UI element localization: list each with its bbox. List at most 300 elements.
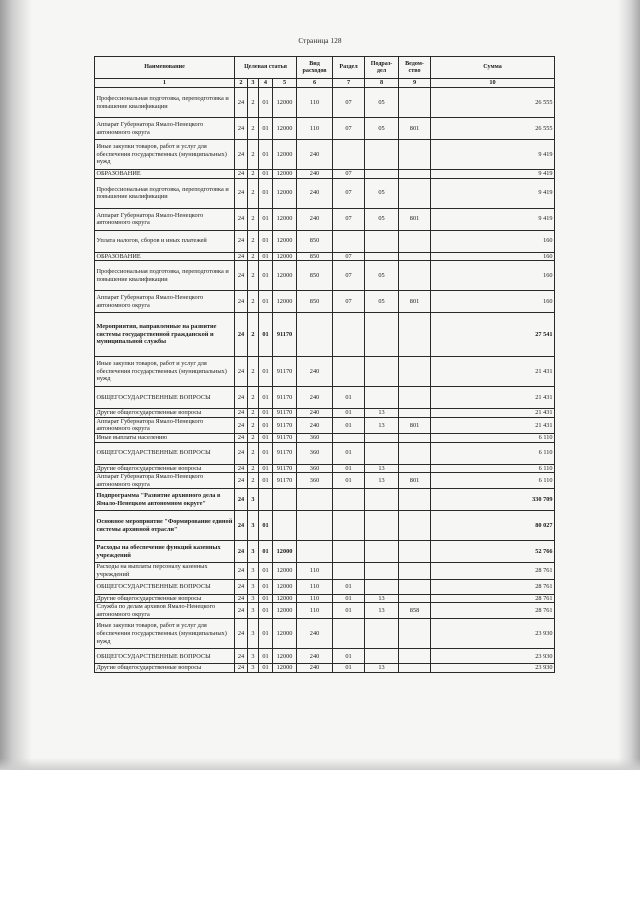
section-code xyxy=(333,313,365,357)
subsection-code: 05 xyxy=(365,118,399,140)
row-name: Профессиональная подготовка, переподготовка и повышение квалификации xyxy=(95,178,235,208)
target-code-subprogram: 3 xyxy=(248,664,259,673)
target-code-program: 24 xyxy=(235,88,248,118)
sum-value: 28 761 xyxy=(431,603,555,619)
target-code-activity: 01 xyxy=(259,541,273,563)
sum-value: 21 431 xyxy=(431,417,555,433)
expense-type-code: 360 xyxy=(297,464,333,473)
row-name: Служба по делам архивов Ямало-Ненецкого автономного округа xyxy=(95,603,235,619)
target-code-activity: 01 xyxy=(259,442,273,464)
department-code xyxy=(399,594,431,603)
subsection-code xyxy=(365,442,399,464)
target-code-subprogram: 2 xyxy=(248,433,259,442)
target-code-activity: 01 xyxy=(259,178,273,208)
target-code-subprogram: 3 xyxy=(248,649,259,664)
header-section: Раздел xyxy=(333,57,365,79)
column-number: 8 xyxy=(365,79,399,88)
expense-type-code: 240 xyxy=(297,387,333,409)
target-code-direction: 12000 xyxy=(273,118,297,140)
department-code xyxy=(399,442,431,464)
target-code-activity: 01 xyxy=(259,357,273,387)
target-code-subprogram: 2 xyxy=(248,88,259,118)
sum-value: 26 555 xyxy=(431,88,555,118)
table-row xyxy=(95,170,555,179)
subsection-code xyxy=(365,579,399,594)
target-code-subprogram: 2 xyxy=(248,409,259,418)
target-code-direction: 12000 xyxy=(273,261,297,291)
table-row xyxy=(95,489,555,511)
target-code-direction: 91170 xyxy=(273,464,297,473)
expense-type-code: 360 xyxy=(297,433,333,442)
sum-value: 23 930 xyxy=(431,664,555,673)
target-code-subprogram: 2 xyxy=(248,140,259,170)
section-code: 01 xyxy=(333,417,365,433)
target-code-activity xyxy=(259,489,273,511)
row-name: Основное мероприятие "Формирование единой системы архивной отрасли" xyxy=(95,511,235,541)
section-code: 07 xyxy=(333,291,365,313)
column-number: 5 xyxy=(273,79,297,88)
target-code-program: 24 xyxy=(235,649,248,664)
target-code-subprogram: 3 xyxy=(248,511,259,541)
target-code-subprogram: 3 xyxy=(248,579,259,594)
section-code xyxy=(333,140,365,170)
table-row xyxy=(95,230,555,252)
expense-type-code: 850 xyxy=(297,230,333,252)
table-row xyxy=(95,88,555,118)
target-code-program: 24 xyxy=(235,563,248,579)
table-row xyxy=(95,442,555,464)
target-code-direction: 12000 xyxy=(273,664,297,673)
sum-value: 9 419 xyxy=(431,178,555,208)
target-code-activity: 01 xyxy=(259,433,273,442)
header-expense-type: Вид расходов xyxy=(297,57,333,79)
expense-type-code: 240 xyxy=(297,170,333,179)
table-row xyxy=(95,619,555,649)
target-code-subprogram: 2 xyxy=(248,261,259,291)
row-name: Аппарат Губернатора Ямало-Ненецкого автономного округа xyxy=(95,208,235,230)
expense-type-code: 110 xyxy=(297,88,333,118)
row-name: Мероприятия, направленные на развитие системы государственной гражданской и муниципальной службы xyxy=(95,313,235,357)
target-code-activity: 01 xyxy=(259,313,273,357)
target-code-program: 24 xyxy=(235,118,248,140)
target-code-direction: 91170 xyxy=(273,357,297,387)
target-code-activity: 01 xyxy=(259,579,273,594)
expense-type-code xyxy=(297,541,333,563)
target-code-program: 24 xyxy=(235,230,248,252)
target-code-program: 24 xyxy=(235,489,248,511)
sum-value: 6 110 xyxy=(431,473,555,489)
table-body xyxy=(95,88,555,673)
department-code: 801 xyxy=(399,417,431,433)
table-row xyxy=(95,417,555,433)
section-code xyxy=(333,357,365,387)
section-code: 01 xyxy=(333,473,365,489)
target-code-direction: 91170 xyxy=(273,387,297,409)
subsection-code: 13 xyxy=(365,409,399,418)
subsection-code: 13 xyxy=(365,417,399,433)
target-code-direction: 12000 xyxy=(273,178,297,208)
row-name: ОБРАЗОВАНИЕ xyxy=(95,170,235,179)
header-sum: Сумма xyxy=(431,57,555,79)
target-code-program: 24 xyxy=(235,170,248,179)
target-code-subprogram: 2 xyxy=(248,291,259,313)
expense-type-code: 850 xyxy=(297,291,333,313)
target-code-program: 24 xyxy=(235,252,248,261)
section-code xyxy=(333,563,365,579)
expense-type-code: 240 xyxy=(297,664,333,673)
header-subsection: Подраз-дел xyxy=(365,57,399,79)
row-name: Другие общегосударственные вопросы xyxy=(95,664,235,673)
row-name: Расходы на обеспечение функций казенных учреждений xyxy=(95,541,235,563)
header-target-article: Целевая статья xyxy=(235,57,297,79)
table-row xyxy=(95,511,555,541)
department-code xyxy=(399,88,431,118)
target-code-direction: 12000 xyxy=(273,252,297,261)
department-code: 801 xyxy=(399,473,431,489)
table-row xyxy=(95,178,555,208)
target-code-subprogram: 3 xyxy=(248,603,259,619)
department-code: 801 xyxy=(399,208,431,230)
target-code-activity: 01 xyxy=(259,252,273,261)
sum-value: 26 555 xyxy=(431,118,555,140)
department-code xyxy=(399,178,431,208)
target-code-activity: 01 xyxy=(259,464,273,473)
subsection-code xyxy=(365,170,399,179)
expense-type-code xyxy=(297,489,333,511)
sum-value: 9 419 xyxy=(431,208,555,230)
row-name: ОБРАЗОВАНИЕ xyxy=(95,252,235,261)
section-code: 01 xyxy=(333,603,365,619)
target-code-subprogram: 3 xyxy=(248,541,259,563)
target-code-direction: 91170 xyxy=(273,433,297,442)
sum-value: 6 110 xyxy=(431,464,555,473)
row-name: ОБЩЕГОСУДАРСТВЕННЫЕ ВОПРОСЫ xyxy=(95,579,235,594)
expense-type-code: 240 xyxy=(297,649,333,664)
section-code: 01 xyxy=(333,409,365,418)
target-code-program: 24 xyxy=(235,619,248,649)
target-code-subprogram: 2 xyxy=(248,313,259,357)
expense-type-code: 360 xyxy=(297,442,333,464)
table-row xyxy=(95,541,555,563)
department-code xyxy=(399,664,431,673)
target-code-direction: 91170 xyxy=(273,409,297,418)
page-shadow-bottom xyxy=(0,758,640,770)
table-row xyxy=(95,387,555,409)
target-code-activity: 01 xyxy=(259,208,273,230)
expense-type-code: 110 xyxy=(297,563,333,579)
target-code-direction: 12000 xyxy=(273,603,297,619)
sum-value: 160 xyxy=(431,291,555,313)
table-header-row xyxy=(95,57,555,79)
department-code xyxy=(399,511,431,541)
table-row xyxy=(95,291,555,313)
row-name: Иные закупки товаров, работ и услуг для обеспечения государственных (муниципальных) нужд xyxy=(95,357,235,387)
target-code-direction: 12000 xyxy=(273,170,297,179)
target-code-program: 24 xyxy=(235,442,248,464)
table-row xyxy=(95,464,555,473)
row-name: Иные закупки товаров, работ и услуг для обеспечения государственных (муниципальных) нужд xyxy=(95,140,235,170)
row-name: Иные закупки товаров, работ и услуг для обеспечения государственных (муниципальных) нужд xyxy=(95,619,235,649)
target-code-activity: 01 xyxy=(259,649,273,664)
department-code xyxy=(399,170,431,179)
sum-value: 9 419 xyxy=(431,170,555,179)
target-code-subprogram: 2 xyxy=(248,464,259,473)
subsection-code xyxy=(365,313,399,357)
section-code: 01 xyxy=(333,579,365,594)
column-number: 1 xyxy=(95,79,235,88)
target-code-subprogram: 2 xyxy=(248,387,259,409)
section-code xyxy=(333,511,365,541)
section-code: 07 xyxy=(333,118,365,140)
section-code: 07 xyxy=(333,88,365,118)
subsection-code xyxy=(365,511,399,541)
section-code xyxy=(333,489,365,511)
row-name: Другие общегосударственные вопросы xyxy=(95,594,235,603)
target-code-activity: 01 xyxy=(259,88,273,118)
department-code xyxy=(399,541,431,563)
row-name: Профессиональная подготовка, переподготовка и повышение квалификации xyxy=(95,88,235,118)
target-code-activity: 01 xyxy=(259,417,273,433)
sum-value: 330 709 xyxy=(431,489,555,511)
expense-type-code: 850 xyxy=(297,261,333,291)
table-row xyxy=(95,664,555,673)
expense-type-code: 240 xyxy=(297,178,333,208)
page-shadow-right xyxy=(618,0,640,770)
target-code-direction: 91170 xyxy=(273,313,297,357)
subsection-code xyxy=(365,489,399,511)
budget-table xyxy=(94,56,555,673)
section-code: 01 xyxy=(333,464,365,473)
row-name: ОБЩЕГОСУДАРСТВЕННЫЕ ВОПРОСЫ xyxy=(95,387,235,409)
row-name: Аппарат Губернатора Ямало-Ненецкого автономного округа xyxy=(95,417,235,433)
target-code-activity: 01 xyxy=(259,261,273,291)
target-code-subprogram: 3 xyxy=(248,594,259,603)
target-code-program: 24 xyxy=(235,464,248,473)
target-code-activity: 01 xyxy=(259,387,273,409)
target-code-direction: 12000 xyxy=(273,563,297,579)
target-code-subprogram: 2 xyxy=(248,473,259,489)
row-name: Подпрограмма "Развитие архивного дела в Ямало-Ненецком автономном округе" xyxy=(95,489,235,511)
target-code-direction: 12000 xyxy=(273,230,297,252)
target-code-program: 24 xyxy=(235,594,248,603)
target-code-program: 24 xyxy=(235,313,248,357)
target-code-direction: 12000 xyxy=(273,619,297,649)
target-code-program: 24 xyxy=(235,261,248,291)
department-code xyxy=(399,579,431,594)
target-code-direction: 12000 xyxy=(273,291,297,313)
section-code: 01 xyxy=(333,649,365,664)
target-code-direction: 91170 xyxy=(273,473,297,489)
table-row xyxy=(95,409,555,418)
table-row xyxy=(95,261,555,291)
department-code xyxy=(399,261,431,291)
subsection-code: 13 xyxy=(365,594,399,603)
row-name: Другие общегосударственные вопросы xyxy=(95,464,235,473)
row-name: Расходы на выплаты персоналу казенных учреждений xyxy=(95,563,235,579)
target-code-program: 24 xyxy=(235,473,248,489)
target-code-program: 24 xyxy=(235,387,248,409)
section-code: 07 xyxy=(333,170,365,179)
target-code-direction: 12000 xyxy=(273,594,297,603)
column-number: 7 xyxy=(333,79,365,88)
section-code xyxy=(333,541,365,563)
row-name: Иные выплаты населению xyxy=(95,433,235,442)
target-code-subprogram: 3 xyxy=(248,619,259,649)
department-code xyxy=(399,252,431,261)
target-code-subprogram: 2 xyxy=(248,357,259,387)
section-code xyxy=(333,619,365,649)
department-code: 858 xyxy=(399,603,431,619)
target-code-activity: 01 xyxy=(259,118,273,140)
subsection-code: 13 xyxy=(365,473,399,489)
target-code-activity: 01 xyxy=(259,170,273,179)
expense-type-code: 850 xyxy=(297,252,333,261)
expense-type-code: 240 xyxy=(297,409,333,418)
target-code-activity: 01 xyxy=(259,409,273,418)
column-number: 6 xyxy=(297,79,333,88)
target-code-direction: 12000 xyxy=(273,208,297,230)
target-code-activity: 01 xyxy=(259,563,273,579)
expense-type-code: 240 xyxy=(297,357,333,387)
column-number: 10 xyxy=(431,79,555,88)
department-code xyxy=(399,313,431,357)
target-code-direction xyxy=(273,511,297,541)
sum-value: 52 766 xyxy=(431,541,555,563)
subsection-code xyxy=(365,357,399,387)
department-code: 801 xyxy=(399,291,431,313)
row-name: ОБЩЕГОСУДАРСТВЕННЫЕ ВОПРОСЫ xyxy=(95,649,235,664)
target-code-direction: 12000 xyxy=(273,140,297,170)
row-name: Уплата налогов, сборов и иных платежей xyxy=(95,230,235,252)
expense-type-code: 110 xyxy=(297,603,333,619)
table-row xyxy=(95,208,555,230)
section-code: 01 xyxy=(333,664,365,673)
target-code-direction: 91170 xyxy=(273,417,297,433)
subsection-code xyxy=(365,619,399,649)
department-code xyxy=(399,464,431,473)
target-code-program: 24 xyxy=(235,511,248,541)
section-code: 01 xyxy=(333,387,365,409)
column-number: 4 xyxy=(259,79,273,88)
target-code-subprogram: 2 xyxy=(248,442,259,464)
target-code-program: 24 xyxy=(235,541,248,563)
expense-type-code: 110 xyxy=(297,594,333,603)
row-name: Аппарат Губернатора Ямало-Ненецкого автономного округа xyxy=(95,118,235,140)
target-code-activity: 01 xyxy=(259,594,273,603)
subsection-code: 13 xyxy=(365,464,399,473)
target-code-direction: 12000 xyxy=(273,579,297,594)
department-code xyxy=(399,409,431,418)
row-name: ОБЩЕГОСУДАРСТВЕННЫЕ ВОПРОСЫ xyxy=(95,442,235,464)
section-code xyxy=(333,433,365,442)
subsection-code: 05 xyxy=(365,88,399,118)
sum-value: 9 419 xyxy=(431,140,555,170)
target-code-activity: 01 xyxy=(259,473,273,489)
row-name: Другие общегосударственные вопросы xyxy=(95,409,235,418)
header-department: Ведом-ство xyxy=(399,57,431,79)
table-row xyxy=(95,433,555,442)
target-code-subprogram: 2 xyxy=(248,230,259,252)
header-name: Наименование xyxy=(95,57,235,79)
row-name: Аппарат Губернатора Ямало-Ненецкого автономного округа xyxy=(95,473,235,489)
section-code: 01 xyxy=(333,442,365,464)
target-code-subprogram: 2 xyxy=(248,118,259,140)
target-code-subprogram: 2 xyxy=(248,178,259,208)
expense-type-code: 240 xyxy=(297,208,333,230)
row-name: Профессиональная подготовка, переподготовка и повышение квалификации xyxy=(95,261,235,291)
sum-value: 160 xyxy=(431,261,555,291)
target-code-direction xyxy=(273,489,297,511)
department-code xyxy=(399,357,431,387)
table-row xyxy=(95,603,555,619)
target-code-activity: 01 xyxy=(259,511,273,541)
target-code-subprogram: 2 xyxy=(248,417,259,433)
target-code-program: 24 xyxy=(235,433,248,442)
sum-value: 23 930 xyxy=(431,649,555,664)
target-code-activity: 01 xyxy=(259,619,273,649)
subsection-code: 13 xyxy=(365,664,399,673)
target-code-program: 24 xyxy=(235,409,248,418)
target-code-subprogram: 3 xyxy=(248,563,259,579)
table-row xyxy=(95,579,555,594)
department-code xyxy=(399,387,431,409)
sum-value: 21 431 xyxy=(431,387,555,409)
sum-value: 6 110 xyxy=(431,442,555,464)
sum-value: 27 541 xyxy=(431,313,555,357)
department-code xyxy=(399,140,431,170)
subsection-code: 13 xyxy=(365,603,399,619)
section-code: 07 xyxy=(333,208,365,230)
table-row xyxy=(95,357,555,387)
subsection-code: 05 xyxy=(365,178,399,208)
target-code-activity: 01 xyxy=(259,140,273,170)
department-code xyxy=(399,489,431,511)
subsection-code xyxy=(365,433,399,442)
subsection-code: 05 xyxy=(365,261,399,291)
table-row xyxy=(95,649,555,664)
section-code: 07 xyxy=(333,178,365,208)
column-number: 2 xyxy=(235,79,248,88)
sum-value: 23 930 xyxy=(431,619,555,649)
expense-type-code xyxy=(297,313,333,357)
target-code-program: 24 xyxy=(235,208,248,230)
expense-type-code: 240 xyxy=(297,417,333,433)
column-number: 3 xyxy=(248,79,259,88)
subsection-code xyxy=(365,541,399,563)
section-code: 01 xyxy=(333,594,365,603)
target-code-activity: 01 xyxy=(259,291,273,313)
subsection-code xyxy=(365,230,399,252)
table-row xyxy=(95,594,555,603)
target-code-activity: 01 xyxy=(259,603,273,619)
table-row xyxy=(95,313,555,357)
table-row xyxy=(95,563,555,579)
sum-value: 80 027 xyxy=(431,511,555,541)
table-row xyxy=(95,140,555,170)
subsection-code: 05 xyxy=(365,291,399,313)
target-code-direction: 91170 xyxy=(273,442,297,464)
sum-value: 28 761 xyxy=(431,579,555,594)
target-code-program: 24 xyxy=(235,357,248,387)
sum-value: 160 xyxy=(431,252,555,261)
subsection-code: 05 xyxy=(365,208,399,230)
department-code xyxy=(399,619,431,649)
sum-value: 28 761 xyxy=(431,594,555,603)
expense-type-code: 110 xyxy=(297,118,333,140)
target-code-direction: 12000 xyxy=(273,649,297,664)
target-code-direction: 12000 xyxy=(273,88,297,118)
target-code-program: 24 xyxy=(235,579,248,594)
